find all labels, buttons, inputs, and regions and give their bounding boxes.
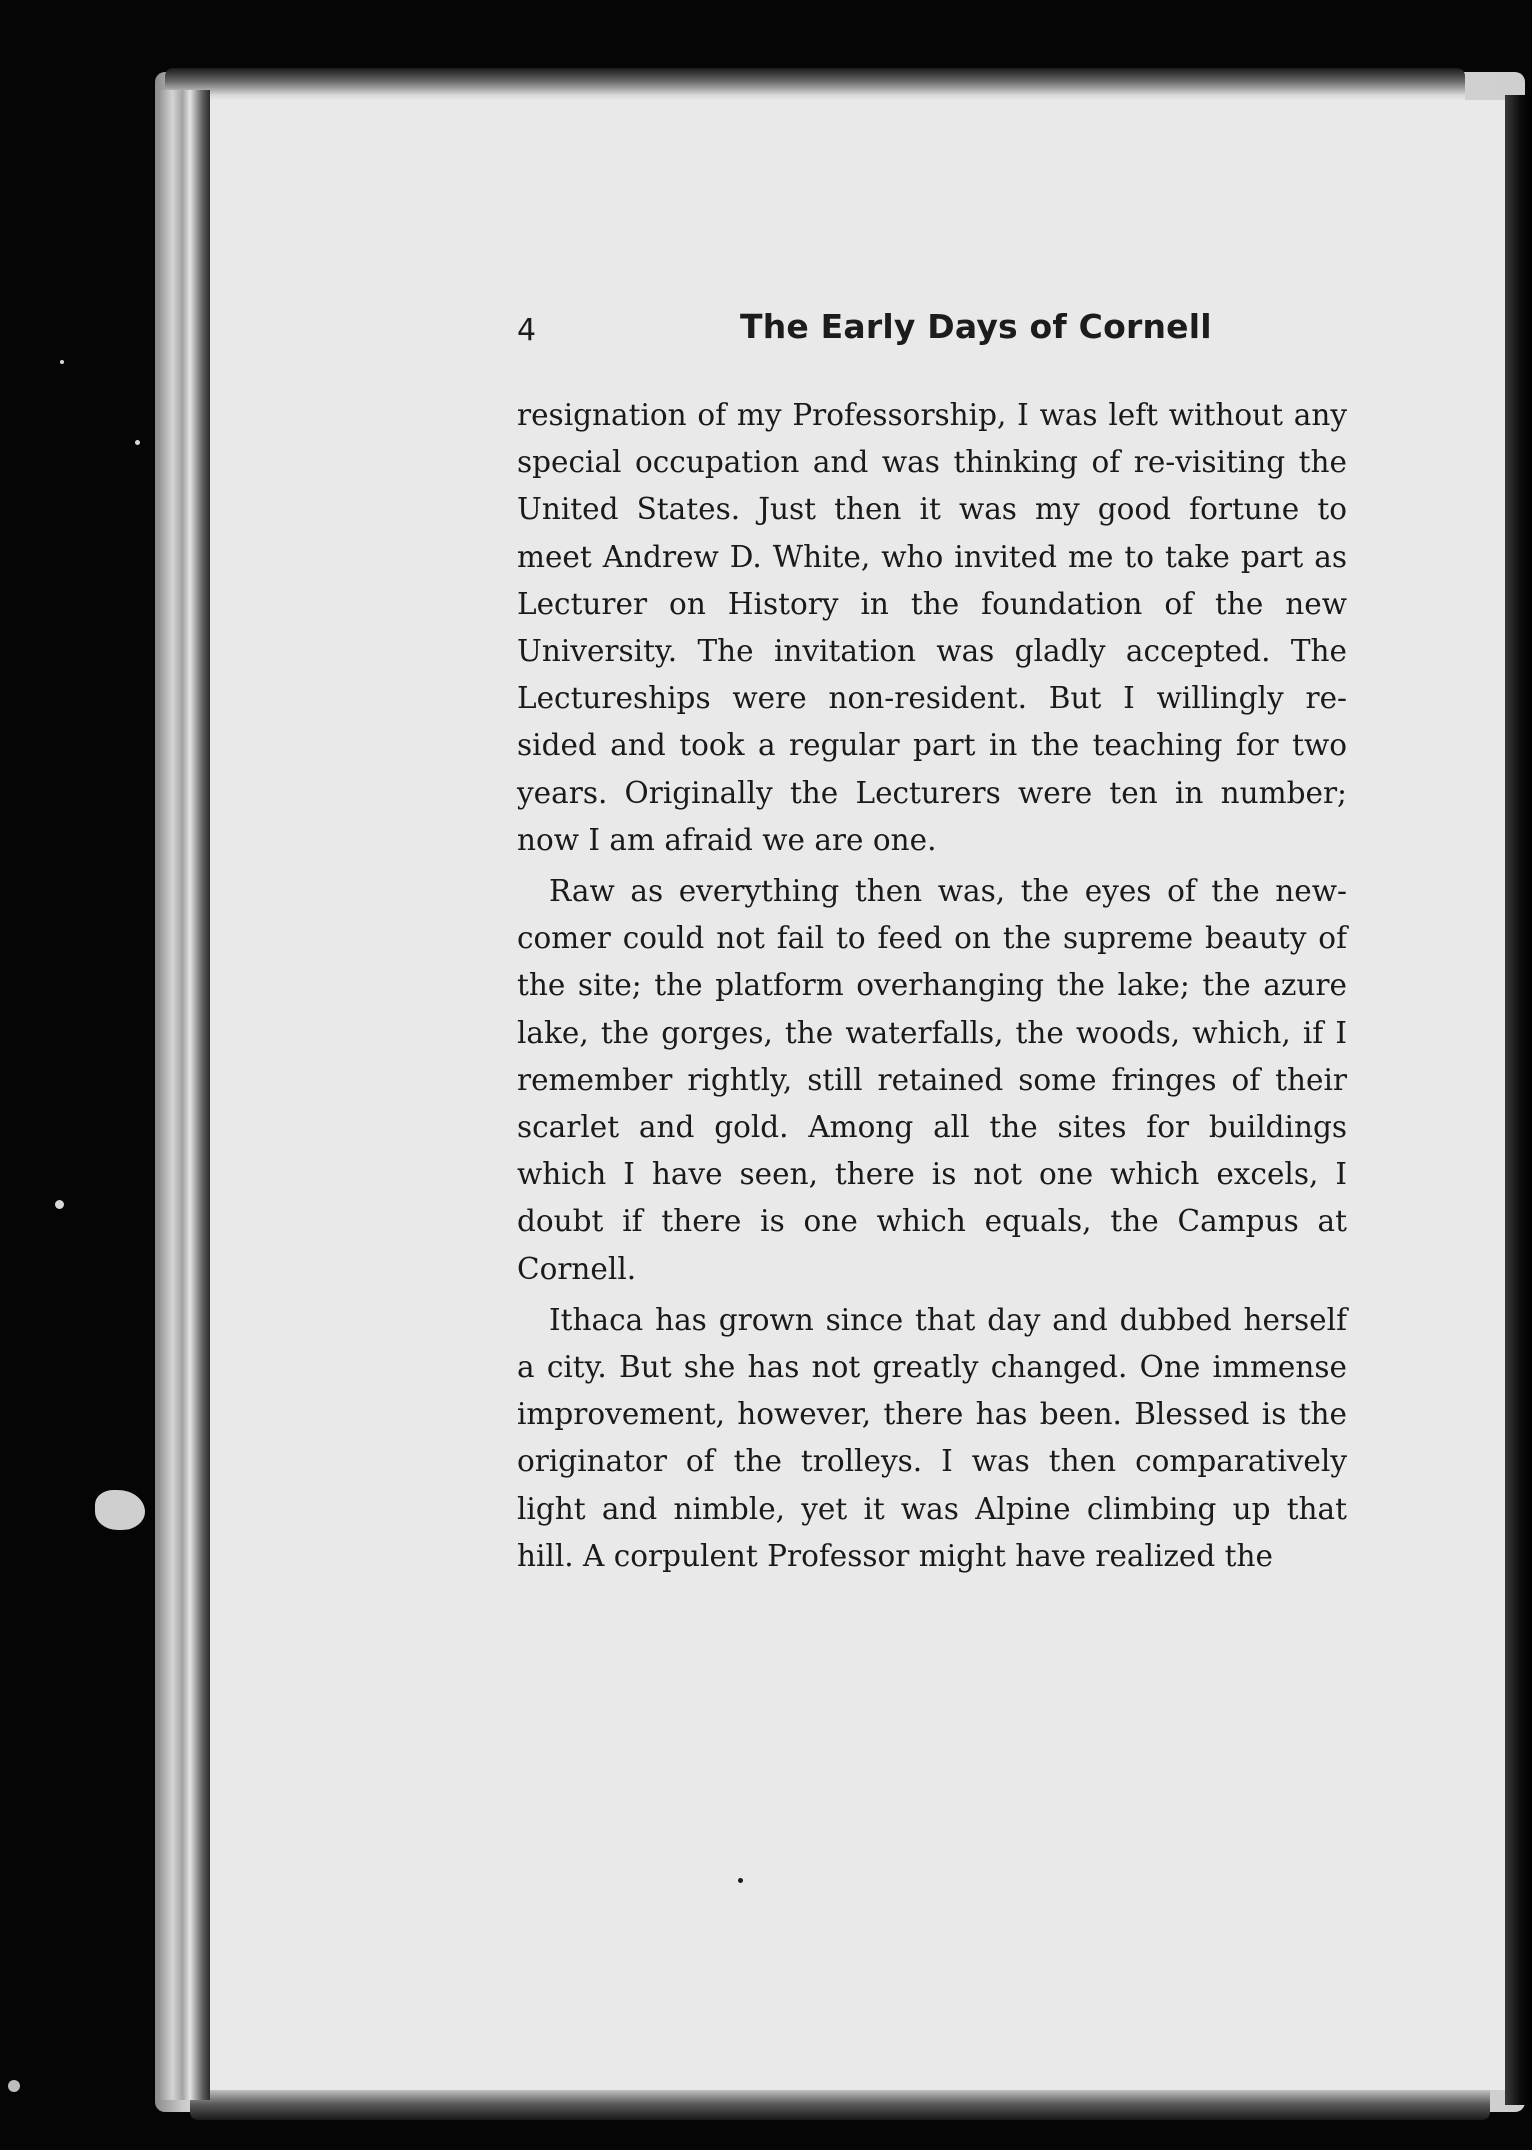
- page-header: [517, 305, 1347, 355]
- page-number: 4: [517, 313, 537, 348]
- running-head: The Early Days of Cornell: [740, 307, 1212, 346]
- paragraph: resignation of my Professorship, I was left without any special occupation and was thinking of re-visiting the United States. Just then it was my good fortune to meet Andrew D. White, who invited me to take part as Lecturer on History in the foundation of the new University. The invitation was gladly accepted. The Lectureships were non-resident. But I willingly re-sided and took a regular part in the teaching for two years. Originally the Lecturers were ten in number; now I am afraid we are one.: [517, 398, 1347, 857]
- scan-speck: [60, 360, 64, 364]
- scan-speck: [95, 1490, 145, 1530]
- top-page-edge: [165, 68, 1465, 102]
- body-text: [517, 392, 1347, 1580]
- paragraph: Ithaca has grown since that day and dubbed herself a city. But she has not greatly changed. One immense improvement, however, there has been. Blessed is the originator of the trolleys. I was then comparatively light and nimble, yet it was Alpine climbing up that hill. A corpulent Professor might have realized the: [517, 1302, 1347, 1573]
- scan-speck: [135, 440, 140, 445]
- binding-gutter: [160, 90, 210, 2100]
- right-edge-shadow: [1505, 95, 1532, 2105]
- ink-dot: [738, 1878, 743, 1883]
- scan-speck: [55, 1200, 64, 1209]
- scan-speck: [8, 2080, 20, 2092]
- paragraph: Raw as everything then was, the eyes of the new-comer could not fail to feed on the supreme beauty of the site; the platform overhanging the lake; the azure lake, the gorges, the waterfalls, the woods, which, if I remember rightly, still retained some fringes of their scarlet and gold. Among all the sites for buildings which I have seen, there is not one which excels, I doubt if there is one which equals, the Campus at Cornell.: [517, 874, 1347, 1286]
